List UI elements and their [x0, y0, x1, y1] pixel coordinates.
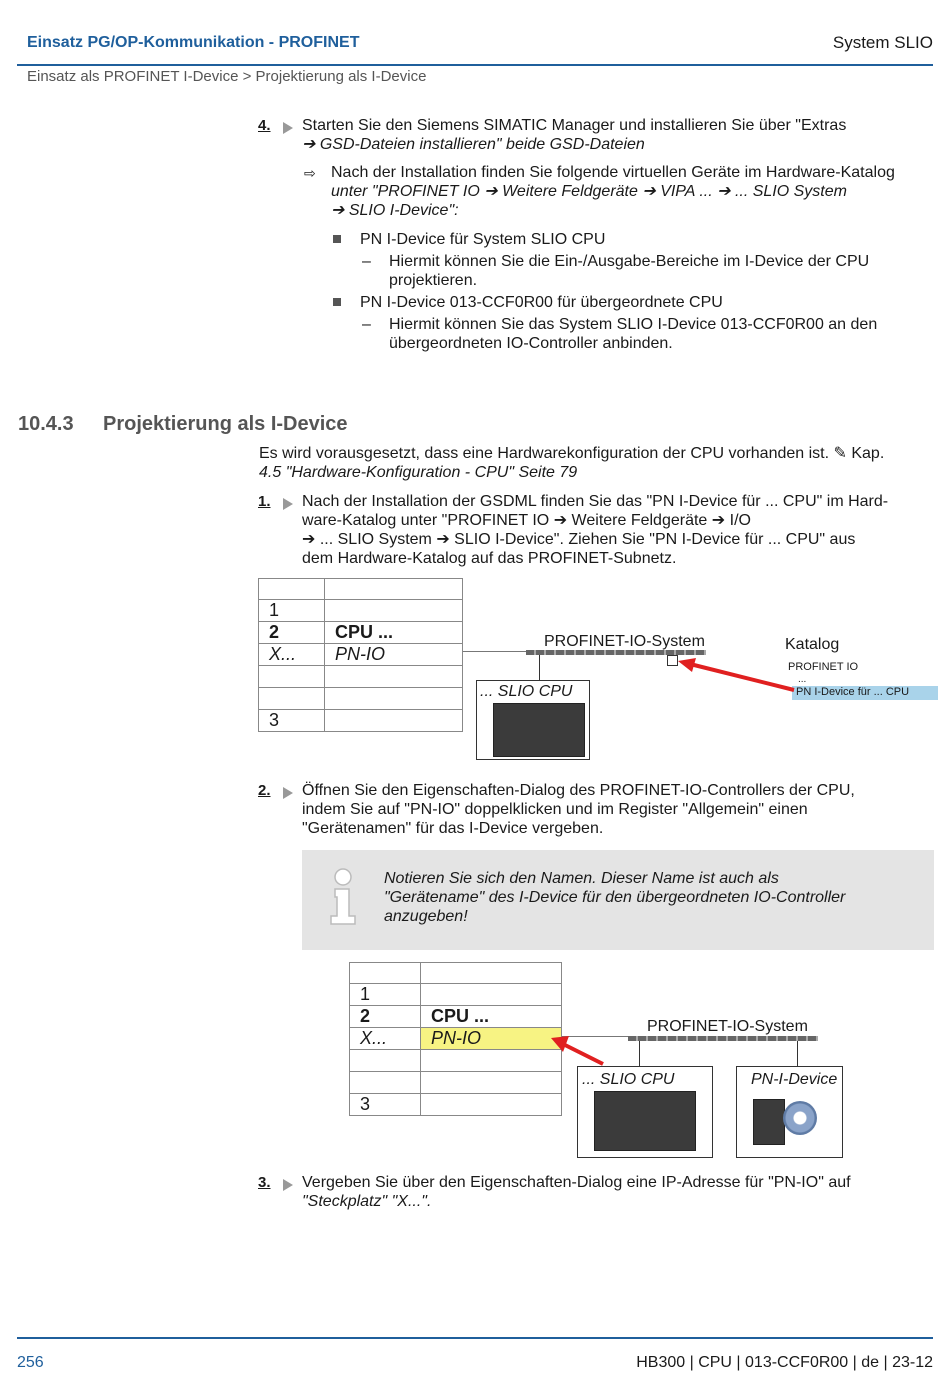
note-line1: Notieren Sie sich den Namen. Dieser Name ist auch als — [384, 870, 779, 887]
slio-cpu-device[interactable] — [476, 680, 590, 760]
step-arrow-icon — [283, 787, 293, 799]
step3-line1: Vergeben Sie über den Eigenschaften-Dialog eine IP-Adresse für "PN-IO" auf — [302, 1174, 851, 1191]
drag-arrow-icon — [678, 658, 798, 698]
step-number: 3. — [258, 1174, 271, 1191]
header-divider — [17, 64, 933, 66]
dash: – — [362, 316, 371, 333]
page-number: 256 — [17, 1354, 44, 1371]
list-subitem: Hiermit können Sie die Ein-/Ausgabe-Bereiche im I-Device der CPU — [389, 253, 870, 270]
step-number: 2. — [258, 782, 271, 799]
product-name: System SLIO — [832, 33, 933, 52]
cpu-cell[interactable]: CPU ... — [421, 1006, 562, 1028]
step4-line1: Starten Sie den Siemens SIMATIC Manager und installieren Sie über "Extras — [302, 117, 847, 134]
pn-i-device[interactable] — [736, 1066, 843, 1158]
device-image — [753, 1099, 785, 1145]
cpu-cell[interactable]: CPU ... — [325, 622, 463, 644]
cpu-image — [493, 703, 585, 757]
step-arrow-icon — [283, 498, 293, 510]
bullet-icon — [333, 235, 341, 243]
breadcrumb: Einsatz als PROFINET I-Device > Projektierung als I-Device — [27, 68, 427, 85]
document-id: HB300 | CPU | 013-CCF0R00 | de | 23-12 — [636, 1354, 933, 1371]
info-icon — [326, 868, 360, 926]
bullet-icon — [333, 298, 341, 306]
note-line3: anzugeben! — [384, 908, 468, 925]
step4-result2: unter "PROFINET IO ➔ Weitere Feldgeräte ➔ VIPA ... ➔ ... SLIO System — [331, 183, 847, 200]
list-subitem: übergeordneten IO-Controller anbinden. — [389, 335, 673, 352]
list-subitem: projektieren. — [389, 272, 478, 289]
result-arrow-icon: ⇨ — [304, 165, 316, 181]
slot-row[interactable]: 1 — [259, 600, 325, 622]
step2-line2: indem Sie auf "PN-IO" doppelklicken und im Register "Allgemein" einen — [302, 801, 808, 818]
network-label: PROFINET-IO-System — [647, 1018, 808, 1035]
network-label: PROFINET-IO-System — [544, 633, 705, 650]
step1-line3: ➔ ... SLIO System ➔ SLIO I-Device". Ziehen Sie "PN I-Device für ... CPU" aus — [302, 531, 856, 548]
note-line2: "Gerätename" des I-Device für den übergeordneten IO-Controller — [384, 889, 846, 906]
step-arrow-icon — [283, 122, 293, 134]
section-title: Projektierung als I-Device — [103, 413, 348, 435]
drop-target[interactable] — [667, 655, 678, 666]
step-number: 1. — [258, 493, 271, 510]
figure-hardware-config-1 — [258, 578, 934, 768]
step4-result1: Nach der Installation finden Sie folgende virtuellen Geräte im Hardware-Katalog — [331, 164, 895, 181]
slot-row[interactable]: 2 — [350, 1006, 421, 1028]
step4-result3: ➔ SLIO I-Device": — [331, 202, 459, 219]
info-box — [302, 850, 934, 950]
step4-line2: ➔ GSD-Dateien installieren" beide GSD-Dateien — [302, 136, 645, 153]
step2-line1: Öffnen Sie den Eigenschaften-Dialog des PROFINET-IO-Controllers der CPU, — [302, 782, 855, 799]
step-arrow-icon — [283, 1179, 293, 1191]
device-label: ... SLIO CPU — [582, 1071, 675, 1088]
slio-cpu-device[interactable] — [577, 1066, 713, 1158]
step1-line2: ware-Katalog unter "PROFINET IO ➔ Weitere Feldgeräte ➔ I/O — [302, 512, 751, 529]
cpu-image — [594, 1091, 696, 1151]
pointer-arrow-icon — [549, 1034, 609, 1070]
slot-row[interactable]: X... — [259, 644, 325, 666]
slot-row[interactable]: 1 — [350, 984, 421, 1006]
pnio-cell[interactable]: PN-IO — [325, 644, 463, 666]
slot-table — [258, 578, 463, 732]
intro-line1: Es wird vorausgesetzt, dass eine Hardwarekonfiguration der CPU vorhanden ist. ✎ Kap. — [259, 445, 885, 462]
profinet-bus[interactable] — [628, 1036, 818, 1041]
figure-hardware-config-2 — [349, 962, 844, 1162]
step2-line3: "Gerätenamen" für das I-Device vergeben. — [302, 820, 604, 837]
device-label: PN-I-Device — [751, 1071, 838, 1088]
step1-line1: Nach der Installation der GSDML finden Sie das "PN I-Device für ... CPU" im Hard- — [302, 493, 889, 510]
profinet-bus[interactable] — [526, 650, 706, 655]
list-subitem: Hiermit können Sie das System SLIO I-Device 013-CCF0R00 an den — [389, 316, 878, 333]
slot-row[interactable]: X... — [350, 1028, 421, 1050]
slot-table — [349, 962, 562, 1116]
gear-icon — [783, 1101, 817, 1135]
device-label: ... SLIO CPU — [480, 683, 573, 700]
slot-row[interactable]: 3 — [259, 710, 325, 732]
footer-divider — [17, 1337, 933, 1339]
catalog-item: ... — [798, 674, 807, 685]
step1-line4: dem Hardware-Katalog auf das PROFINET-Subnetz. — [302, 550, 677, 567]
catalog-title: Katalog — [785, 636, 840, 653]
intro-link[interactable]: 4.5 "Hardware-Konfiguration - CPU" Seite 79 — [259, 464, 578, 481]
section-number: 10.4.3 — [18, 413, 74, 435]
list-item: PN I-Device für System SLIO CPU — [360, 231, 606, 248]
step3-line2: "Steckplatz" "X...". — [302, 1193, 432, 1210]
list-item: PN I-Device 013-CCF0R00 für übergeordnete CPU — [360, 294, 723, 311]
pnio-cell-highlighted[interactable]: PN-IO — [421, 1028, 562, 1050]
step-number: 4. — [258, 117, 271, 134]
slot-row[interactable]: 3 — [350, 1094, 421, 1116]
dash: – — [362, 253, 371, 270]
slot-row[interactable]: 2 — [259, 622, 325, 644]
chapter-title: Einsatz PG/OP-Kommunikation - PROFINET — [27, 34, 360, 51]
catalog-item[interactable]: PROFINET IO — [788, 661, 859, 673]
catalog-item-selected[interactable]: PN I-Device für ... CPU — [792, 686, 938, 700]
